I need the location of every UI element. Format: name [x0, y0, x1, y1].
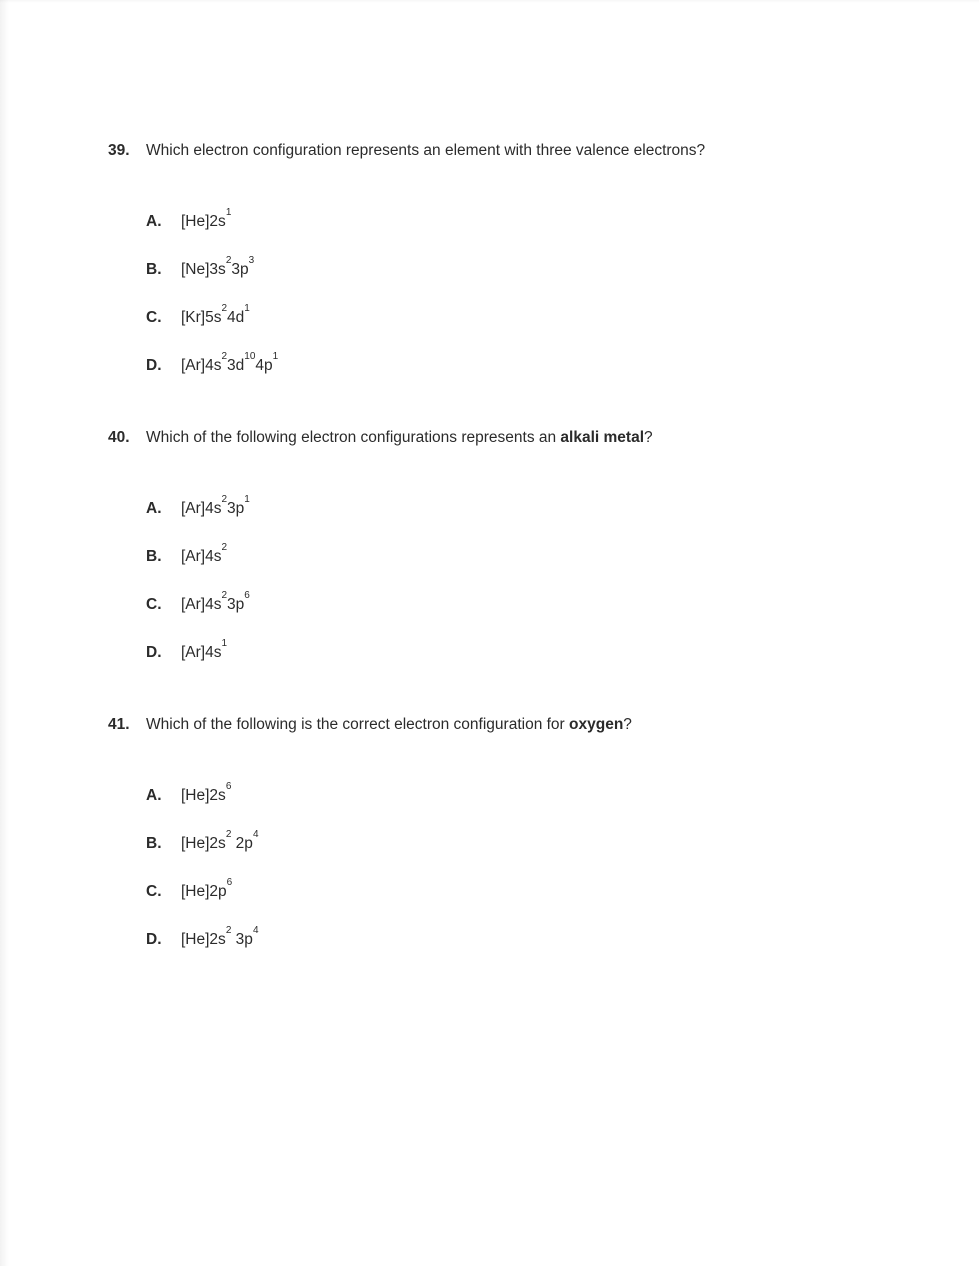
answer-option-row: [146, 207, 919, 232]
options-list: [146, 494, 919, 663]
question-row: [108, 714, 919, 735]
answer-option-row: [146, 255, 919, 280]
superscript: 1: [272, 351, 279, 363]
answer-option-row: [146, 351, 919, 376]
answer-option-row: [146, 781, 919, 806]
question-bold-phrase: alkali metal: [560, 429, 644, 446]
options-list: [146, 207, 919, 376]
option-formula: $[Ar]4s^23p^6$: [181, 590, 250, 613]
superscript: 6: [226, 877, 233, 889]
superscript: 2: [225, 925, 232, 937]
answer-option-row: [146, 590, 919, 615]
superscript: 6: [225, 781, 232, 793]
superscript: 2: [221, 303, 228, 315]
question-block: [108, 714, 919, 950]
option-formula: $[He]2s^2$ $2p^4$: [181, 829, 259, 852]
option-formula: $[He]2s^1$: [181, 207, 232, 230]
superscript: 2: [221, 542, 228, 554]
option-formula: $[He]2p^6$: [181, 877, 233, 900]
answer-option-row: [146, 638, 919, 663]
option-letter: A.: [146, 500, 162, 517]
superscript: 3: [248, 255, 255, 267]
superscript: 6: [244, 590, 250, 602]
superscript: 4: [252, 829, 259, 841]
option-letter: D.: [146, 931, 162, 948]
answer-option-row: [146, 494, 919, 519]
questions-list: [108, 140, 919, 950]
answer-option-row: [146, 303, 919, 328]
question-bold-phrase: oxygen: [569, 716, 624, 733]
question-block: [108, 140, 919, 376]
option-letter: C.: [146, 883, 162, 900]
superscript: 1: [244, 303, 250, 315]
superscript: 1: [221, 638, 228, 650]
option-formula: $[Ar]4s^2$: [181, 542, 228, 565]
option-formula: $[Kr]5s^24d^1$: [181, 303, 250, 326]
question-row: [108, 140, 919, 161]
option-letter: B.: [146, 548, 162, 565]
question-text: Which electron configuration represents an element with three valence electrons?: [146, 142, 706, 159]
option-formula: $[Ar]4s^23d^{10}4p^1$: [181, 351, 279, 374]
answer-option-row: [146, 829, 919, 854]
question-number: 41.: [108, 716, 130, 733]
option-letter: A.: [146, 787, 162, 804]
superscript: 2: [221, 494, 228, 506]
superscript: 2: [221, 590, 228, 602]
question-text: Which of the following electron configurations represents an alkali metal?: [146, 429, 653, 446]
superscript: 10: [244, 351, 256, 363]
option-letter: D.: [146, 644, 162, 661]
option-letter: C.: [146, 309, 162, 326]
option-formula: $[He]2s^2$ $3p^4$: [181, 925, 259, 948]
option-letter: B.: [146, 261, 162, 278]
question-text: Which of the following is the correct electron configuration for oxygen?: [146, 716, 632, 733]
superscript: 4: [252, 925, 259, 937]
superscript: 2: [225, 255, 232, 267]
option-letter: D.: [146, 357, 162, 374]
option-formula: $[Ar]4s^23p^1$: [181, 494, 250, 517]
question-number: 40.: [108, 429, 130, 446]
question-row: [108, 427, 919, 448]
superscript: 2: [225, 829, 232, 841]
answer-option-row: [146, 542, 919, 567]
option-letter: A.: [146, 213, 162, 230]
options-list: [146, 781, 919, 950]
option-letter: B.: [146, 835, 162, 852]
question-number: 39.: [108, 142, 130, 159]
answer-option-row: [146, 925, 919, 950]
answer-option-row: [146, 877, 919, 902]
option-formula: $[Ar]4s^1$: [181, 638, 228, 661]
superscript: 1: [244, 494, 250, 506]
option-letter: C.: [146, 596, 162, 613]
option-formula: $[Ne]3s^23p^3$: [181, 255, 255, 278]
question-block: [108, 427, 919, 663]
option-formula: $[He]2s^6$: [181, 781, 232, 804]
superscript: 1: [225, 207, 232, 219]
superscript: 2: [221, 351, 228, 363]
